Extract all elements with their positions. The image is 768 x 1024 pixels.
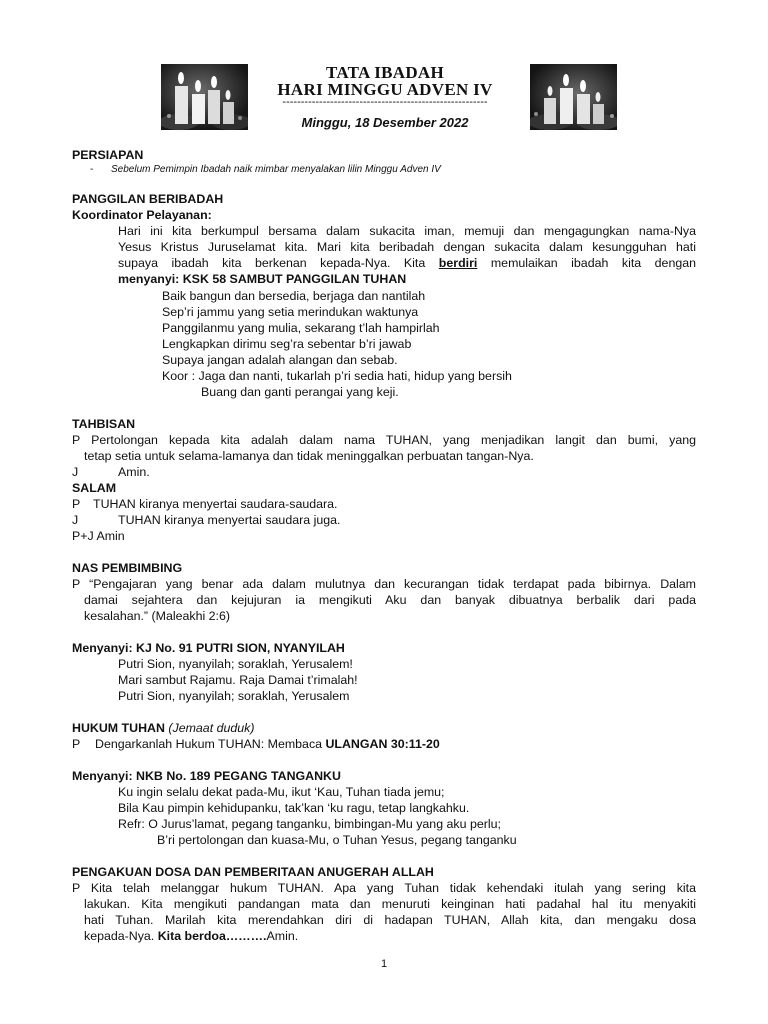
panggilan-line3-text: supaya ibadah kita berkenan kepada-Nya. Kita <box>118 256 439 270</box>
panggilan-line3-end: memulaikan ibadah kita dengan <box>477 256 697 270</box>
song-refrain-line2: B’ri pertolongan dan kuasa-Mu, o Tuhan Yesus, pegang tanganku <box>157 833 517 847</box>
role-koordinator: Koordinator Pelayanan: <box>72 208 212 222</box>
speaker-j: J <box>72 465 79 479</box>
tahbisan-p-line1: P Pertolongan kepada kita adalah dalam nama TUHAN, yang menjadikan langit dan bumi, yang <box>72 433 696 447</box>
nas-line1: P “Pengajaran yang benar ada dalam mulutnya dan kecurangan tidak terdapat pada bibirnya. Dalam <box>72 577 696 591</box>
song-line: Sep’ri jammu yang setia merindukan waktunya <box>162 305 419 319</box>
service-date: Minggu, 18 Desember 2022 <box>301 115 469 130</box>
prayer-instruction: Kita berdoa………. <box>157 929 267 943</box>
song-line: Mari sambut Rajamu. Raja Damai t’rimalah! <box>118 673 358 687</box>
salam-pj-amin: P+J Amin <box>72 529 125 543</box>
panggilan-line2: Yesus Kristus Juruselamat kita. Mari kita beribadah dengan sukacita dalam kesungguhan hati <box>118 240 696 254</box>
hukum-heading-text: HUKUM TUHAN <box>72 721 165 735</box>
panggilan-line3 <box>118 256 696 272</box>
salam-j-text: TUHAN kiranya menyertai saudara juga. <box>118 513 341 527</box>
title-divider: -------------------------------------------------------- <box>282 97 488 108</box>
salam-p-text: TUHAN kiranya menyertai saudara-saudara. <box>93 497 338 511</box>
advent-candles-image-right <box>530 64 617 130</box>
pengakuan-line1: P Kita telah melanggar hukum TUHAN. Apa yang Tuhan tidak kehendaki itulah yang sering kita <box>72 881 696 895</box>
pengakuan-line4 <box>84 929 298 945</box>
tahbisan-p-line2: tetap setia untuk selama-lamanya dan tidak meninggalkan perbuatan tangan-Nya. <box>84 449 534 463</box>
song-announcement-ksk58: menyanyi: KSK 58 SAMBUT PANGGILAN TUHAN <box>118 272 407 286</box>
song-line: Putri Sion, nyanyilah; soraklah, Yerusalem! <box>118 657 353 671</box>
panggilan-line1: Hari ini kita berkumpul bersama dalam sukacita iman, memuji dan mengagungkan nama-Nya <box>118 224 696 238</box>
song-line: Panggilanmu yang mulia, sekarang t’lah hampirlah <box>162 321 440 335</box>
speaker-p: P <box>72 737 81 751</box>
pengakuan-line3: hati Tuhan. Marilah kita merendahkan diri di hadapan TUHAN, Allah kita, dan mengaku dosa <box>84 913 696 927</box>
nas-line3: kesalahan.” (Maleakhi 2:6) <box>84 609 231 623</box>
section-heading-salam: SALAM <box>72 481 117 495</box>
persiapan-note: Sebelum Pemimpin Ibadah naik mimbar menyalakan lilin Minggu Adven IV <box>111 164 441 175</box>
tahbisan-j-text: Amin. <box>118 465 150 479</box>
bullet-dash: - <box>90 164 94 175</box>
section-heading-nas: NAS PEMBIMBING <box>72 561 183 575</box>
section-heading-persiapan: PERSIAPAN <box>72 148 144 162</box>
section-heading-tahbisan: TAHBISAN <box>72 417 136 431</box>
document-title-line1: TATA IBADAH <box>325 63 445 82</box>
song-line: Baik bangun dan bersedia, berjaga dan nantilah <box>162 289 426 303</box>
pengakuan-line4-text: kepada-Nya. <box>84 929 158 943</box>
section-heading-hukum <box>72 721 254 737</box>
song-line: Putri Sion, nyanyilah; soraklah, Yerusalem <box>118 689 350 703</box>
song-line: Bila Kau pimpin kehidupanku, tak’kan ‘ku ragu, tetap langkahku. <box>118 801 470 815</box>
song-koor-line1: Koor : Jaga dan nanti, tukarlah p’ri sedia hati, hidup yang bersih <box>162 369 512 383</box>
hukum-p-text <box>95 737 440 753</box>
nas-line2: damai sejahtera dan kejujuran ia mengikuti Aku dan banyak dibuatnya berbalik dari pada <box>84 593 696 607</box>
song-line: Lengkapkan dirimu seg’ra sebentar b’ri jawab <box>162 337 412 351</box>
section-heading-panggilan: PANGGILAN BERIBADAH <box>72 192 224 206</box>
song-line: Supaya jangan adalah alangan dan sebab. <box>162 353 398 367</box>
song-line: Ku ingin selalu dekat pada-Mu, ikut ‘Kau, Tuhan tiada jemu; <box>118 785 445 799</box>
hukum-p-lead: Dengarkanlah Hukum TUHAN: Membaca <box>95 737 326 751</box>
pengakuan-amin: Amin. <box>266 929 299 943</box>
song-koor-line2: Buang dan ganti perangai yang keji. <box>201 385 399 399</box>
berdiri-instruction: berdiri <box>438 256 478 270</box>
speaker-p: P <box>72 497 81 511</box>
song-announcement-kj91: Menyanyi: KJ No. 91 PUTRI SION, NYANYILAH <box>72 641 345 655</box>
page-number: 1 <box>380 958 388 970</box>
section-heading-pengakuan: PENGAKUAN DOSA DAN PEMBERITAAN ANUGERAH ALLAH <box>72 865 434 879</box>
song-refrain-line1: Refr: O Jurus’lamat, pegang tanganku, bimbingan-Mu yang aku perlu; <box>118 817 501 831</box>
scripture-reference: ULANGAN 30:11-20 <box>325 737 440 751</box>
pengakuan-line2: lakukan. Kita mengikuti pandangan mata dan menuruti keinginan hati padahal hal itu menyakiti <box>84 897 696 911</box>
speaker-j: J <box>72 513 79 527</box>
hukum-note: (Jemaat duduk) <box>168 721 255 735</box>
song-announcement-nkb189: Menyanyi: NKB No. 189 PEGANG TANGANKU <box>72 769 341 783</box>
document-title-line2: HARI MINGGU ADVEN IV <box>277 80 493 99</box>
advent-candles-image-left <box>161 64 248 130</box>
